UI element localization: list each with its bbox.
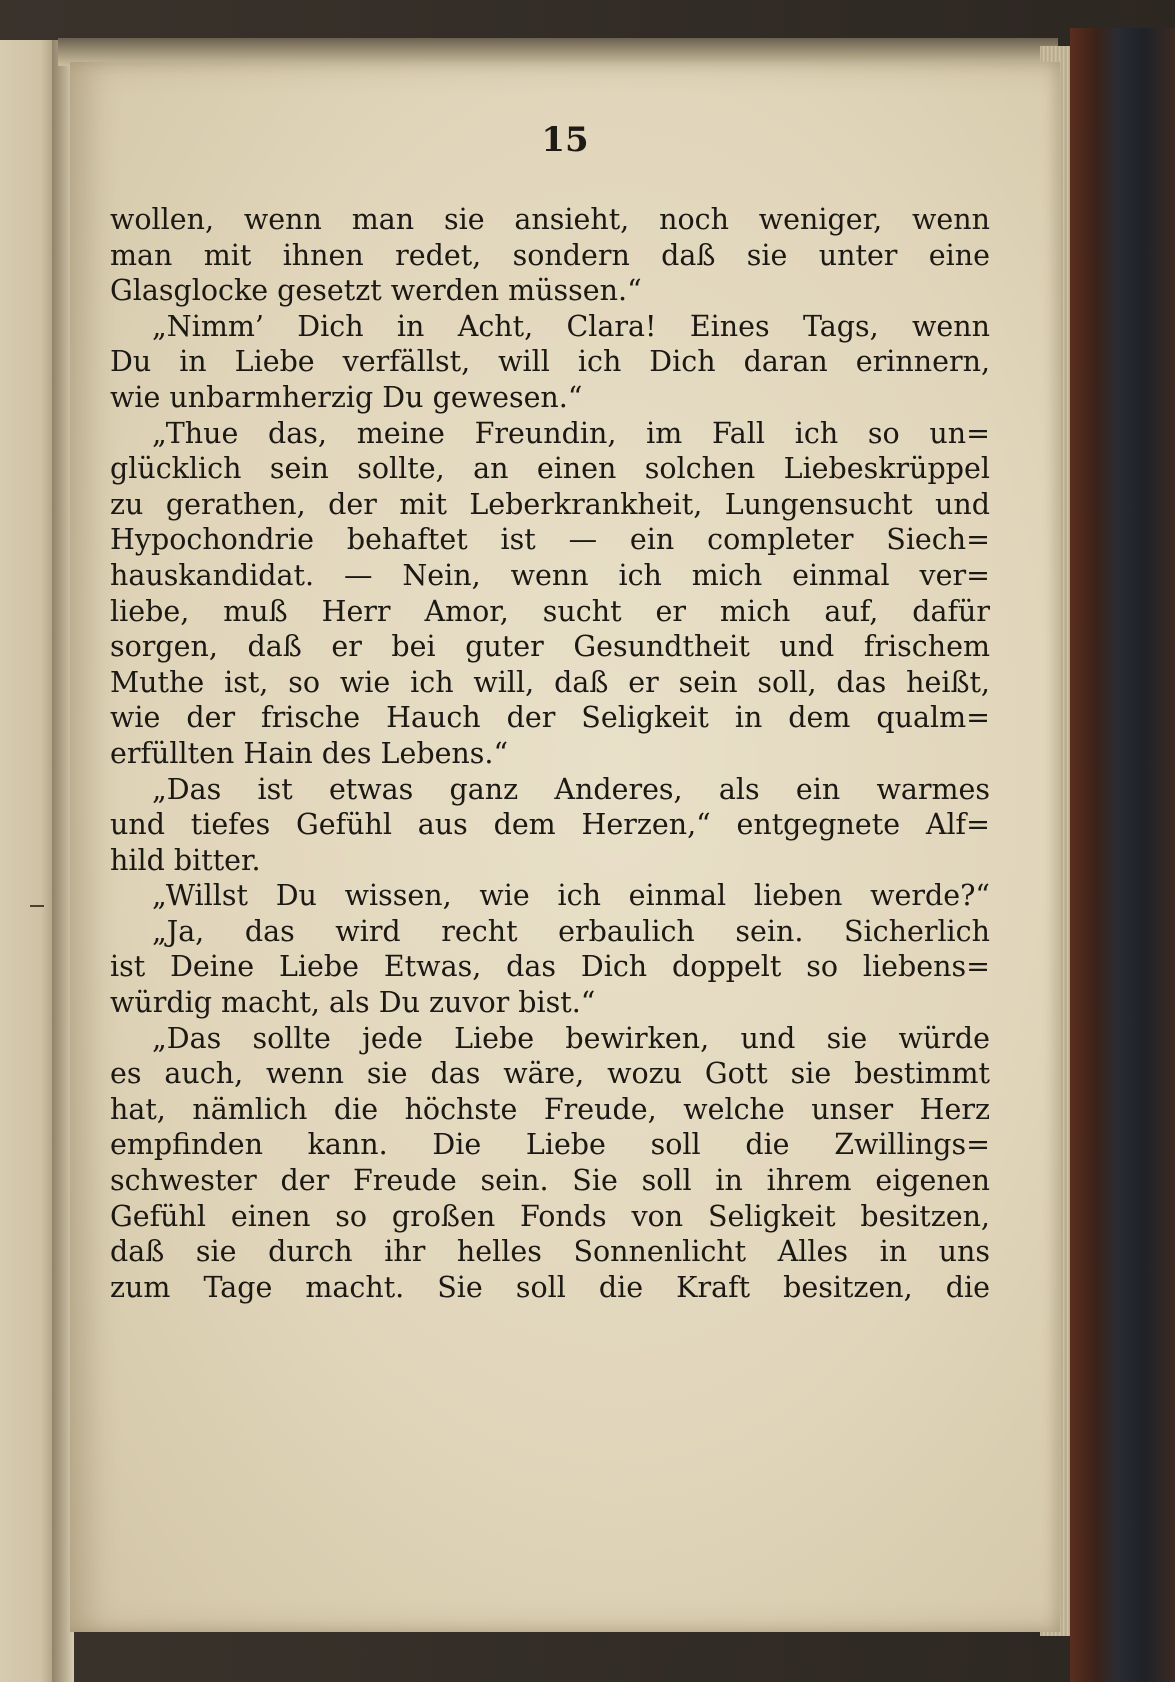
book-page [70, 62, 1060, 1632]
text-line: und tiefes Gefühl aus dem Herzen,“ entgegnete Alf= [110, 808, 990, 842]
text-line: Gefühl einen so großen Fonds von Seligkeit besitzen, [110, 1199, 990, 1233]
text-line: empfinden kann. Die Liebe soll die Zwillings= [110, 1128, 990, 1162]
text-line: „Nimm’ Dich in Acht, Clara! Eines Tags, wenn [152, 309, 990, 343]
text-line: „Thue das, meine Freundin, im Fall ich so un= [152, 416, 990, 450]
text-line: glücklich sein sollte, an einen solchen Liebeskrüppel [110, 452, 990, 486]
text-line: Muthe ist, so wie ich will, daß er sein soll, das heißt, [110, 665, 990, 699]
text-line: „Das ist etwas ganz Anderes, als ein warmes [152, 772, 990, 806]
text-line: sorgen, daß er bei guter Gesundtheit und frischem [110, 630, 990, 664]
previous-page-edge [0, 40, 58, 1682]
text-line: „Das sollte jede Liebe bewirken, und sie würde [152, 1021, 990, 1055]
text-line: ist Deine Liebe Etwas, das Dich doppelt so liebens= [110, 950, 990, 984]
text-line: erfüllten Hain des Lebens.“ [110, 736, 509, 770]
text-line: zu gerathen, der mit Leberkrankheit, Lungensucht und [110, 487, 990, 521]
text-line: Glasglocke gesetzt werden müssen.“ [110, 274, 642, 308]
text-line: hauskandidat. — Nein, wenn ich mich einmal ver= [110, 558, 990, 592]
text-line: liebe, muß Herr Amor, sucht er mich auf, dafür [110, 594, 990, 628]
margin-mark [30, 905, 44, 907]
page-text [110, 202, 990, 1305]
book-cover [1070, 28, 1175, 1682]
text-line: „Ja, das wird recht erbaulich sein. Sicherlich [152, 914, 990, 948]
text-line: „Willst Du wissen, wie ich einmal lieben werde?“ [152, 879, 990, 913]
text-line: Hypochondrie behaftet ist — ein completer Siech= [110, 523, 990, 557]
text-line: Du in Liebe verfällst, will ich Dich daran erinnern, [110, 345, 990, 379]
text-line: daß sie durch ihr helles Sonnenlicht Alles in uns [110, 1235, 990, 1269]
text-line: wollen, wenn man sie ansieht, noch weniger, wenn [110, 203, 990, 236]
text-line: zum Tage macht. Sie soll die Kraft besitzen, die [110, 1270, 990, 1304]
text-line: es auch, wenn sie das wäre, wozu Gott sie bestimmt [110, 1057, 990, 1091]
page-number: 15 [541, 120, 589, 160]
text-line: würdig macht, als Du zuvor bist.“ [110, 986, 596, 1020]
text-line: man mit ihnen redet, sondern daß sie unter eine [110, 238, 990, 272]
text-line: schwester der Freude sein. Sie soll in ihrem eigenen [110, 1164, 990, 1198]
text-line: hild bitter. [110, 843, 261, 877]
text-line: hat, nämlich die höchste Freude, welche unser Herz [110, 1092, 990, 1126]
text-line: wie der frische Hauch der Seligkeit in dem qualm= [110, 701, 990, 735]
text-line: wie unbarmherzig Du gewesen.“ [110, 380, 583, 414]
